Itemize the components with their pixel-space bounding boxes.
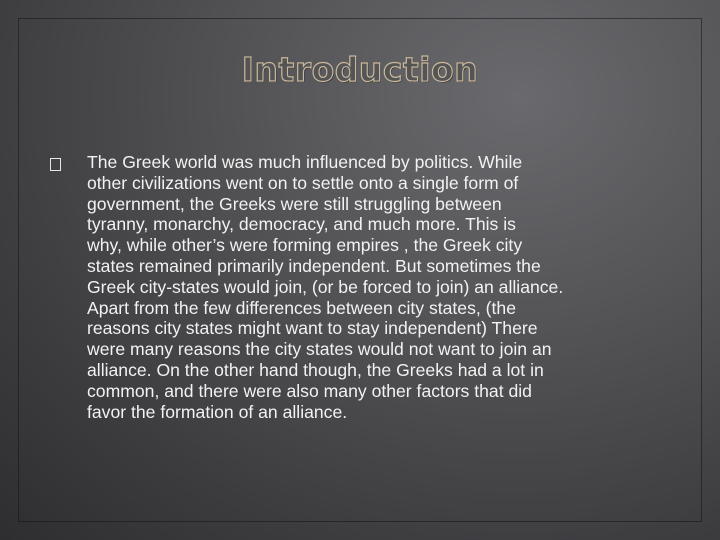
slide-title: Introduction — [241, 50, 479, 89]
paragraph-line: government, the Greeks were still struggling between — [87, 193, 502, 214]
paragraph-line: states remained primarily independent. But sometimes the — [87, 255, 541, 276]
body-paragraph — [87, 152, 687, 422]
bullet-box-icon — [50, 158, 61, 171]
paragraph-line: reasons city states might want to stay independent) There — [87, 318, 538, 339]
paragraph-line: Greek city-states would join, (or be forced to join) an alliance. — [87, 276, 564, 297]
paragraph-line: why, while other’s were forming empires , the Greek city — [87, 235, 523, 256]
paragraph-line: tyranny, monarchy, democracy, and much more. This is — [87, 214, 516, 235]
paragraph-line: other civilizations went on to settle onto a single form of — [87, 172, 519, 193]
paragraph-line: favor the formation of an alliance. — [87, 401, 348, 422]
paragraph-line: alliance. On the other hand though, the Greeks had a lot in — [87, 359, 544, 380]
paragraph-line: The Greek world was much influenced by politics. While — [87, 152, 523, 172]
paragraph-line: common, and there were also many other factors that did — [87, 380, 532, 401]
paragraph-line: were many reasons the city states would not want to join an — [87, 339, 552, 360]
paragraph-line: Apart from the few differences between city states, (the — [87, 297, 516, 318]
